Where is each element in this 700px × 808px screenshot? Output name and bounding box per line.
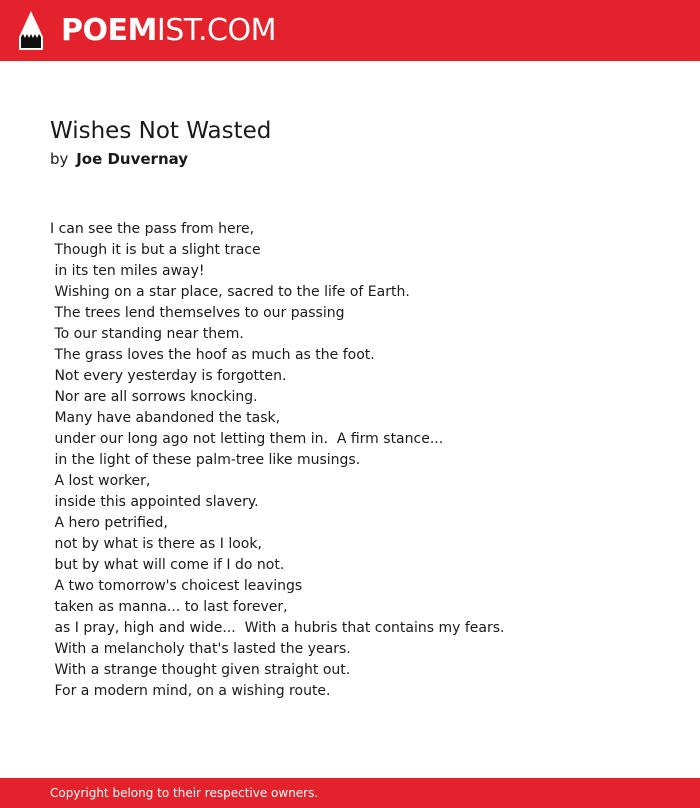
site-footer — [0, 778, 700, 808]
poem-line: To our standing near them. — [50, 326, 244, 342]
poem-line: taken as manna... to last forever, — [50, 599, 288, 615]
poem-line: not by what is there as I look, — [50, 536, 262, 552]
poem-body — [50, 219, 670, 702]
byline-prefix: by — [50, 150, 69, 168]
logo-text-light: IST.COM — [156, 13, 276, 48]
poem-line: inside this appointed slavery. — [50, 494, 259, 510]
poem-title: Wishes Not Wasted — [50, 118, 272, 144]
poem-line: Many have abandoned the task, — [50, 410, 281, 426]
poem-line: A two tomorrow's choicest leavings — [50, 578, 303, 594]
poem-line: Nor are all sorrows knocking. — [50, 389, 258, 405]
poem-line: With a melancholy that's lasted the years. — [50, 641, 351, 657]
poem-line: as I pray, high and wide... With a hubris that contains my fears. — [50, 620, 505, 636]
pencil-tip-icon — [19, 11, 43, 50]
poem-line: Wishing on a star place, sacred to the life of Earth. — [50, 284, 410, 300]
poem-line: but by what will come if I do not. — [50, 557, 285, 573]
poem-line: Though it is but a slight trace — [50, 242, 261, 258]
poem-line: in its ten miles away! — [50, 263, 205, 279]
site-header — [0, 0, 700, 61]
poem-line: With a strange thought given straight out. — [50, 662, 351, 678]
author-link[interactable]: Joe Duvernay — [76, 150, 189, 168]
poem-line: A hero petrified, — [50, 515, 168, 531]
poem-line: A lost worker, — [50, 473, 151, 489]
site-logo-link[interactable] — [61, 12, 276, 50]
logo-text-bold: POEM — [61, 13, 157, 48]
poem-byline — [50, 149, 188, 169]
poem-line: The grass loves the hoof as much as the foot. — [50, 347, 375, 363]
poem-line: I can see the pass from here, — [50, 221, 255, 237]
poem-line: Not every yesterday is forgotten. — [50, 368, 287, 384]
poem-line: For a modern mind, on a wishing route. — [50, 683, 331, 699]
copyright-text: Copyright belong to their respective owners. — [50, 786, 319, 800]
poem-line: in the light of these palm-tree like musings. — [50, 452, 361, 468]
poem-line: under our long ago not letting them in. A firm stance... — [50, 431, 444, 447]
poem-line: The trees lend themselves to our passing — [50, 305, 345, 321]
